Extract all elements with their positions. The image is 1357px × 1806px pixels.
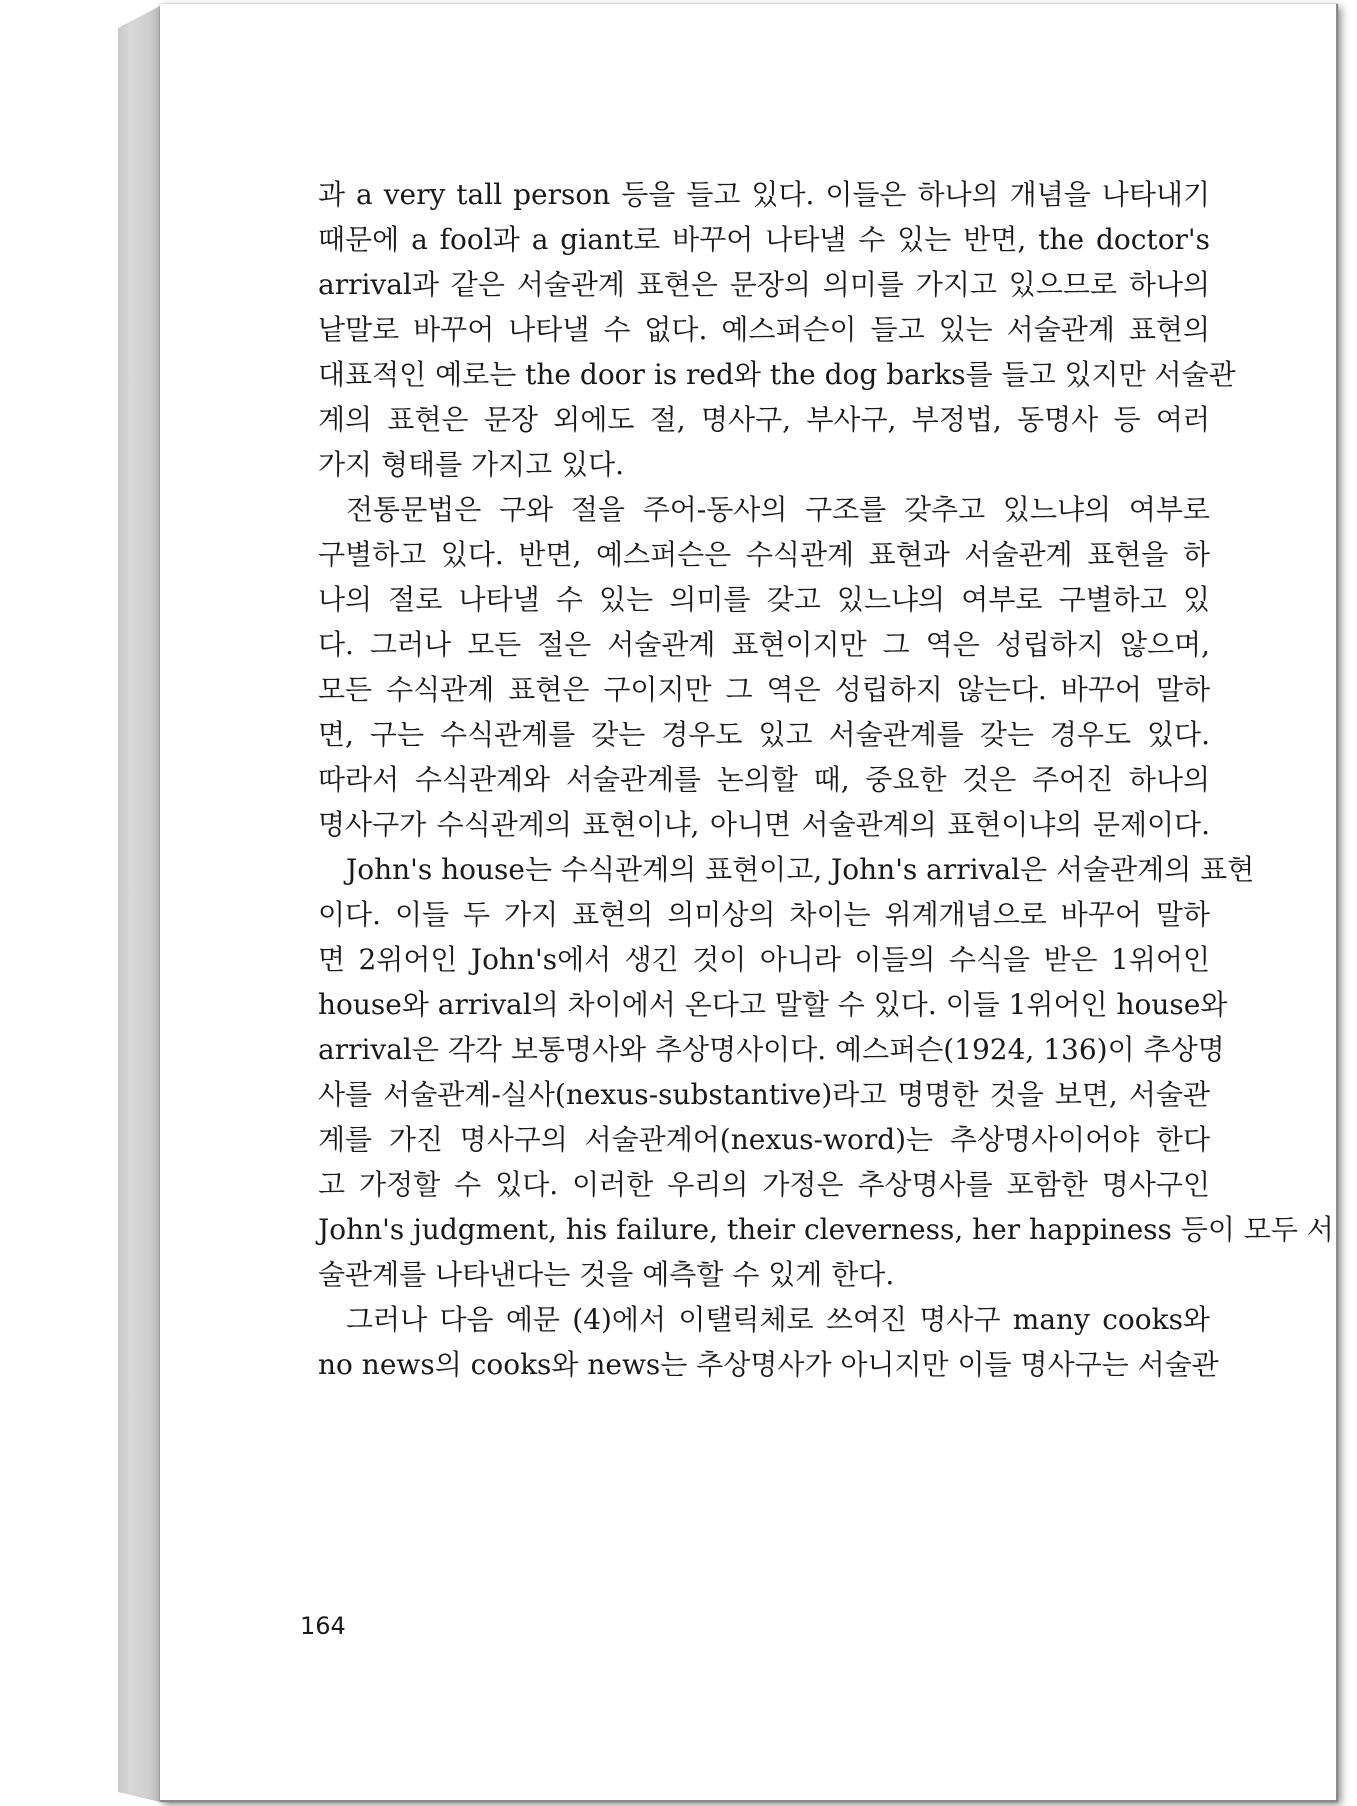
text-line: 계를 가진 명사구의 서술관계어(nexus-word)는 추상명사이어야 한다 [318,1123,1210,1156]
text-line: 나의 절로 나타낼 수 있는 의미를 갖고 있느냐의 여부로 구별하고 있 [318,583,1210,616]
text-line: 구별하고 있다. 반면, 예스퍼슨은 수식관계 표현과 서술관계 표현을 하 [318,538,1210,571]
text-line: house와 arrival의 차이에서 온다고 말할 수 있다. 이들 1위어인 house와 [318,988,1228,1021]
book-page [160,4,1338,1802]
text-line: no news의 cooks와 news는 추상명사가 아니지만 이들 명사구는 서술관 [318,1348,1219,1381]
text-line: 면, 구는 수식관계를 갖는 경우도 있고 서술관계를 갖는 경우도 있다. [318,718,1210,751]
page-number: 164 [300,1612,346,1640]
text-line: 면 2위어인 John's에서 생긴 것이 아니라 이들의 수식을 받은 1위어인 [318,943,1210,976]
text-line: 낱말로 바꾸어 나타낼 수 없다. 예스퍼슨이 들고 있는 서술관계 표현의 [318,313,1210,346]
text-line: John's house는 수식관계의 표현이고, John's arrival은 서술관계의 표현 [346,853,1255,886]
text-line: 전통문법은 구와 절을 주어-동사의 구조를 갖추고 있느냐의 여부로 [346,493,1210,526]
text-line: 때문에 a fool과 a giant로 바꾸어 나타낼 수 있는 반면, the doctor's [318,223,1210,256]
text-line: 그러나 다음 예문 (4)에서 이탤릭체로 쓰여진 명사구 many cooks와 [346,1303,1210,1336]
text-line: 다. 그러나 모든 절은 서술관계 표현이지만 그 역은 성립하지 않으며, [318,628,1210,661]
text-line: 계의 표현은 문장 외에도 절, 명사구, 부사구, 부정법, 동명사 등 여러 [318,403,1210,436]
text-line: arrival은 각각 보통명사와 추상명사이다. 예스퍼슨(1924, 136)이 추상명 [318,1033,1225,1066]
text-line: 이다. 이들 두 가지 표현의 의미상의 차이는 위계개념으로 바꾸어 말하 [318,898,1210,931]
text-line: John's judgment, his failure, their cleverness, her happiness 등이 모두 서 [318,1213,1334,1246]
book-spine [118,6,160,1802]
text-line: arrival과 같은 서술관계 표현은 문장의 의미를 가지고 있으므로 하나의 [318,268,1210,301]
text-line: 모든 수식관계 표현은 구이지만 그 역은 성립하지 않는다. 바꾸어 말하 [318,673,1210,706]
text-line: 가지 형태를 가지고 있다. [318,448,625,481]
text-line: 명사구가 수식관계의 표현이냐, 아니면 서술관계의 표현이냐의 문제이다. [318,808,1210,841]
text-line: 술관계를 나타낸다는 것을 예측할 수 있게 한다. [318,1258,895,1291]
text-line: 사를 서술관계-실사(nexus-substantive)라고 명명한 것을 보면, 서술관 [318,1078,1210,1111]
text-line: 따라서 수식관계와 서술관계를 논의할 때, 중요한 것은 주어진 하나의 [318,763,1210,796]
body-text [318,172,1334,1387]
text-line: 과 a very tall person 등을 들고 있다. 이들은 하나의 개념을 나타내기 [318,178,1210,211]
text-line: 고 가정할 수 있다. 이러한 우리의 가정은 추상명사를 포함한 명사구인 [318,1168,1210,1201]
text-line: 대표적인 예로는 the door is red와 the dog barks를 들고 있지만 서술관 [318,358,1236,391]
